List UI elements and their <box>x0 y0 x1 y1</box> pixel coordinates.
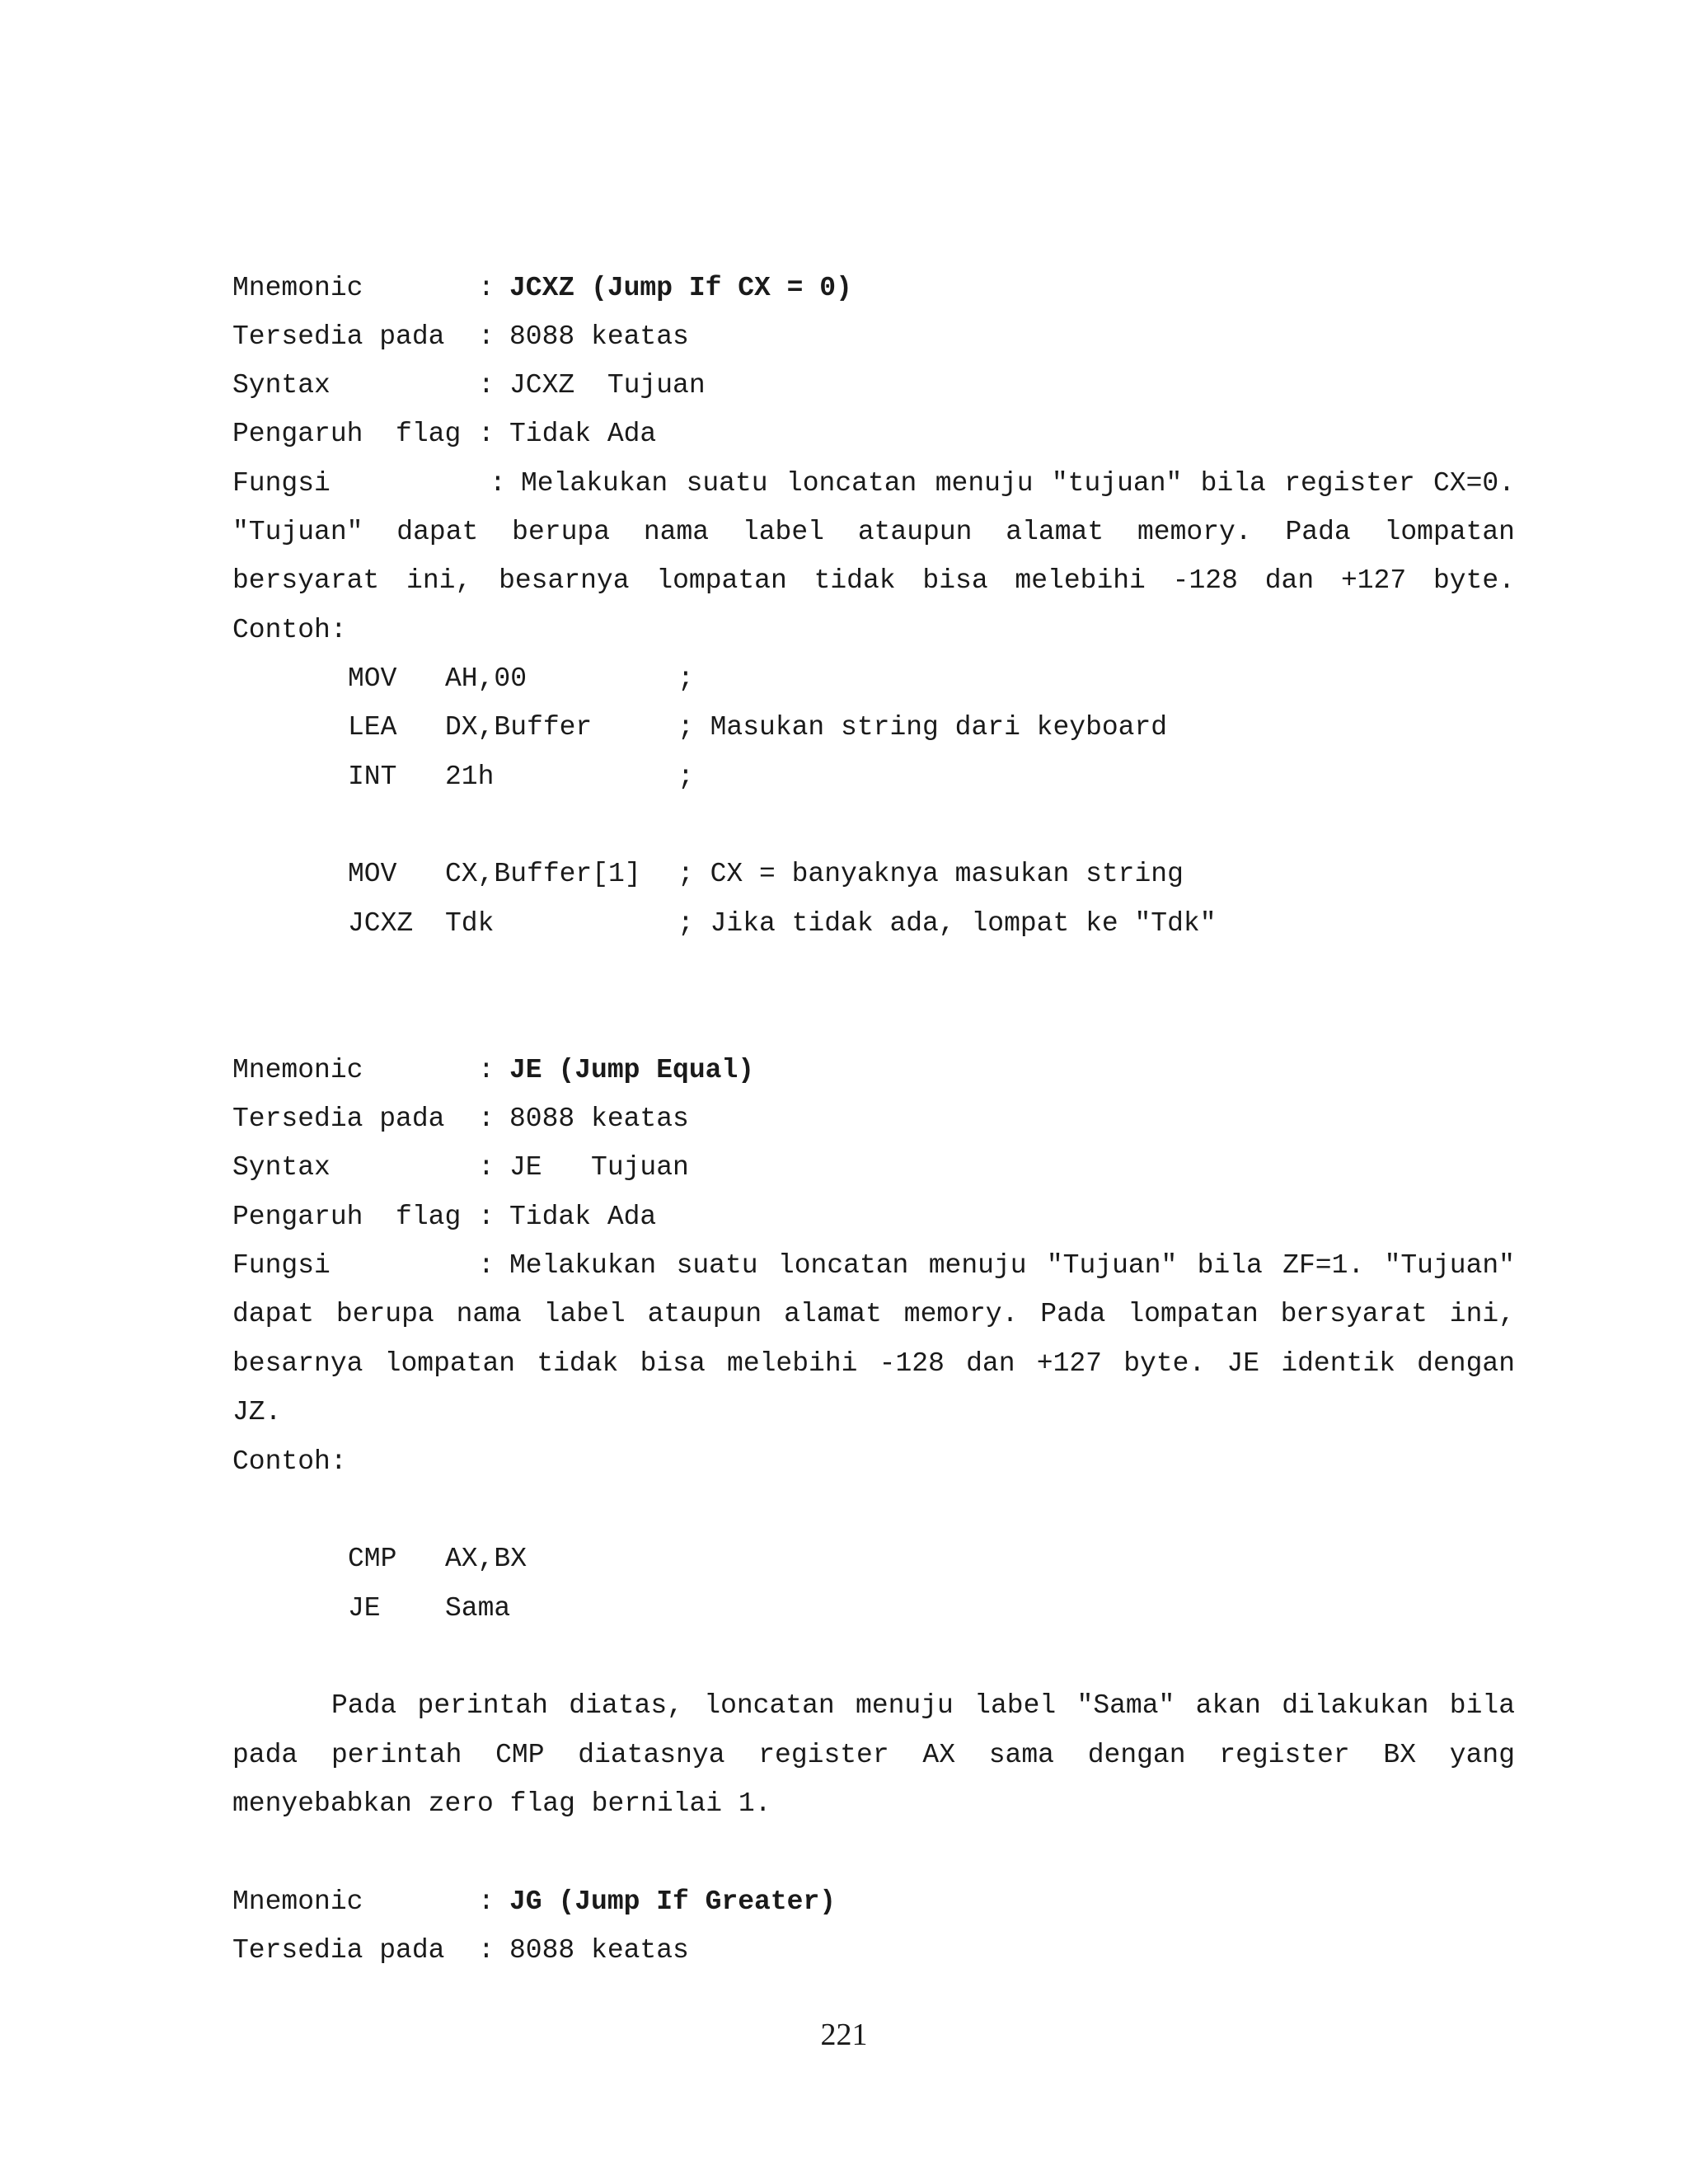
flag-label: Pengaruh flag <box>232 1202 462 1232</box>
code-line <box>348 858 1184 891</box>
code-comment: ; Jika tidak ada, lompat ke "Tdk" <box>678 908 1217 939</box>
je-fungsi-row <box>232 1249 495 1282</box>
code-op: CMP <box>348 1544 397 1574</box>
code-comment: ; CX = banyaknya masukan string <box>678 859 1184 889</box>
tersedia-label: Tersedia pada <box>232 1104 445 1134</box>
syntax-value: JCXZ Tujuan <box>509 370 706 401</box>
code-line <box>348 663 694 696</box>
je-flag-row <box>232 1201 657 1234</box>
code-arg: AH,00 <box>445 663 528 694</box>
je-explanation-3: menyebabkan zero flag bernilai 1. <box>232 1788 771 1819</box>
separator: : <box>478 1202 495 1232</box>
fungsi-label: Fungsi <box>232 1250 331 1281</box>
jg-tersedia-row <box>232 1934 689 1967</box>
je-fungsi-text-4: JZ. <box>232 1397 282 1427</box>
je-syntax-row <box>232 1151 689 1184</box>
code-line <box>348 1543 528 1576</box>
code-op: JCXZ <box>348 908 414 939</box>
flag-label: Pengaruh flag <box>232 419 462 449</box>
code-op: INT <box>348 762 397 792</box>
code-op: JE <box>348 1593 381 1624</box>
je-explanation-2: pada perintah CMP diatasnya register AX sama dengan register BX yang <box>232 1740 1515 1770</box>
separator: : <box>478 1250 495 1281</box>
separator: : <box>478 1152 495 1183</box>
code-comment: ; <box>678 663 694 694</box>
flag-value: Tidak Ada <box>509 1202 657 1232</box>
jg-mnemonic-row <box>232 1886 837 1919</box>
code-op: MOV <box>348 663 397 694</box>
syntax-label: Syntax <box>232 1152 331 1183</box>
separator: : <box>490 468 506 499</box>
separator: : <box>478 1935 495 1966</box>
fungsi-label: Fungsi <box>232 468 331 499</box>
code-arg: AX,BX <box>445 1544 528 1574</box>
separator: : <box>478 273 495 303</box>
code-arg: CX,Buffer[1] <box>445 859 641 889</box>
jcxz-fungsi-text-3: bersyarat ini, besarnya lompatan tidak bisa melebihi -128 dan +127 byte. <box>232 565 1515 596</box>
je-contoh-label: Contoh: <box>232 1446 347 1477</box>
code-arg: Tdk <box>445 908 495 939</box>
je-fungsi-text-3: besarnya lompatan tidak bisa melebihi -128 dan +127 byte. JE identik dengan <box>232 1348 1515 1379</box>
mnemonic-value: JG (Jump If Greater) <box>509 1886 837 1917</box>
code-line <box>348 711 1168 744</box>
tersedia-value: 8088 keatas <box>509 1935 689 1966</box>
separator: : <box>478 1104 495 1134</box>
code-arg: 21h <box>445 762 495 792</box>
jcxz-mnemonic-row <box>232 272 852 305</box>
syntax-label: Syntax <box>232 370 331 401</box>
jcxz-contoh-label: Contoh: <box>232 615 347 645</box>
code-op: MOV <box>348 859 397 889</box>
separator: : <box>478 419 495 449</box>
jcxz-syntax-row <box>232 369 706 402</box>
tersedia-value: 8088 keatas <box>509 1104 689 1134</box>
code-line <box>348 1592 511 1625</box>
jcxz-fungsi-text-1: Melakukan suatu loncatan menuju "tujuan" bila register CX=0. <box>521 468 1515 499</box>
je-mnemonic-row <box>232 1054 755 1087</box>
jcxz-tersedia-row <box>232 321 689 354</box>
mnemonic-value: JE (Jump Equal) <box>509 1055 755 1085</box>
mnemonic-value: JCXZ (Jump If CX = 0) <box>509 273 852 303</box>
jcxz-fungsi-row <box>232 467 506 500</box>
je-fungsi-text-1: Melakukan suatu loncatan menuju "Tujuan" bila ZF=1. "Tujuan" <box>509 1250 1515 1281</box>
separator: : <box>478 1055 495 1085</box>
je-explanation-1: Pada perintah diatas, loncatan menuju label "Sama" akan dilakukan bila <box>331 1690 1515 1721</box>
separator: : <box>478 321 495 352</box>
separator: : <box>478 370 495 401</box>
tersedia-label: Tersedia pada <box>232 321 445 352</box>
jcxz-flag-row <box>232 418 657 451</box>
code-arg: DX,Buffer <box>445 712 593 743</box>
page-number: 221 <box>820 2018 868 2052</box>
syntax-value: JE Tujuan <box>509 1152 689 1183</box>
code-line <box>348 907 1217 940</box>
tersedia-label: Tersedia pada <box>232 1935 445 1966</box>
separator: : <box>478 1886 495 1917</box>
mnemonic-label: Mnemonic <box>232 1055 363 1085</box>
code-arg: Sama <box>445 1593 511 1624</box>
code-comment: ; Masukan string dari keyboard <box>678 712 1168 743</box>
je-fungsi-text-2: dapat berupa nama label ataupun alamat memory. Pada lompatan bersyarat ini, <box>232 1299 1515 1329</box>
mnemonic-label: Mnemonic <box>232 273 363 303</box>
mnemonic-label: Mnemonic <box>232 1886 363 1917</box>
jcxz-fungsi-text-2: "Tujuan" dapat berupa nama label ataupun alamat memory. Pada lompatan <box>232 517 1515 547</box>
code-op: LEA <box>348 712 397 743</box>
code-comment: ; <box>678 762 694 792</box>
code-line <box>348 761 694 794</box>
je-tersedia-row <box>232 1103 689 1136</box>
flag-value: Tidak Ada <box>509 419 657 449</box>
tersedia-value: 8088 keatas <box>509 321 689 352</box>
